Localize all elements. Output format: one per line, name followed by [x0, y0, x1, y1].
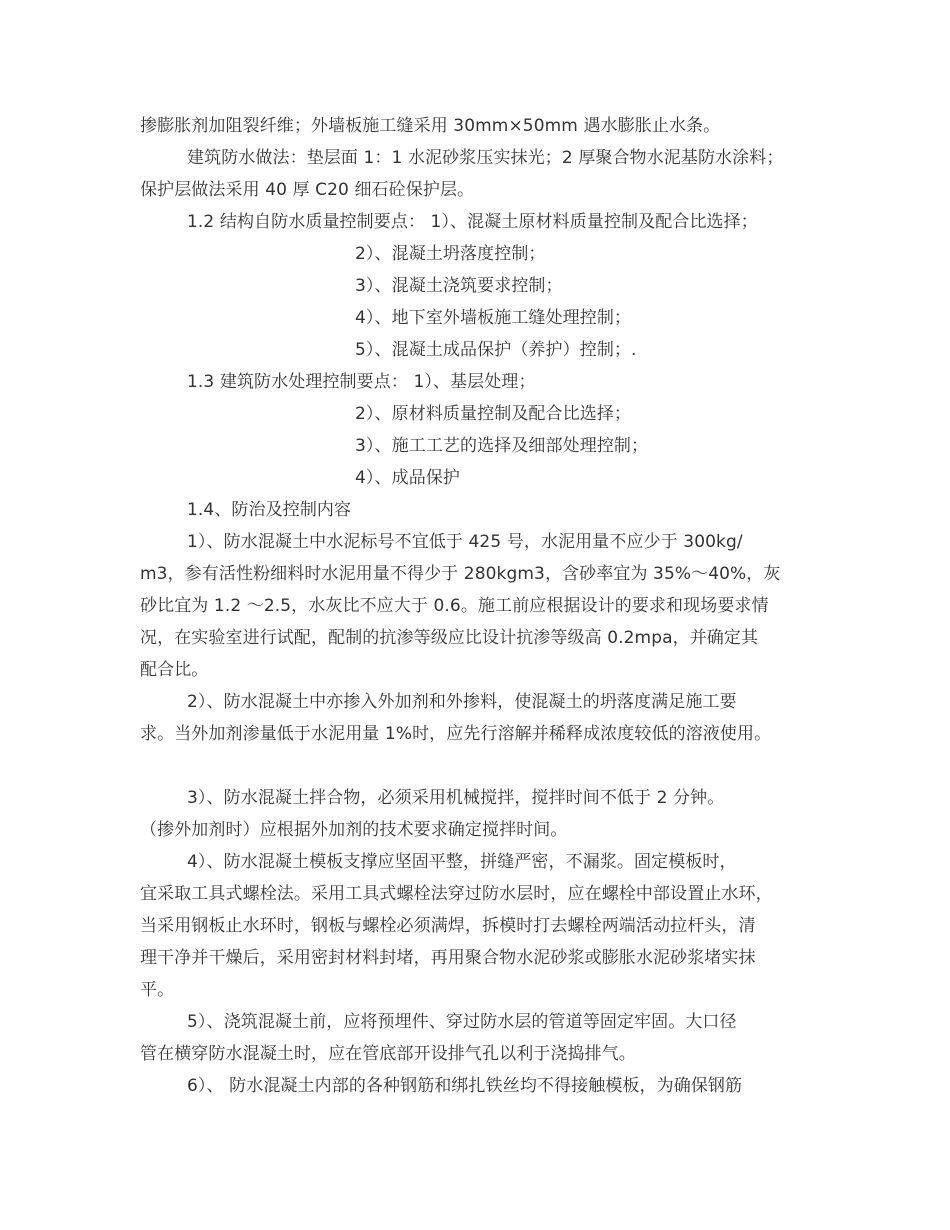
text-line: m3，参有活性粉细料时水泥用量不得少于 280kgm3，含砂率宜为 35%～40%，灰	[140, 564, 781, 584]
text-line: 6）、 防水混凝土内部的各种钢筋和绑扎铁丝均不得接触模板，为确保钢筋	[187, 1076, 743, 1096]
list-item: 5）、混凝土成品保护（养护）控制；.	[355, 340, 637, 360]
list-item: 2）、混凝土坍落度控制；	[355, 244, 546, 264]
text-line: 建筑防水做法：垫层面 1：1 水泥砂浆压实抹光；2 厚聚合物水泥基防水涂料；	[187, 148, 784, 168]
text-line: 平。	[140, 980, 175, 1000]
text-line: 掺膨胀剂加阻裂纤维；外墙板施工缝采用 30mm×50mm 遇水膨胀止水条。	[140, 116, 721, 136]
text-line: （掺外加剂时）应根据外加剂的技术要求确定搅拌时间。	[140, 820, 568, 840]
text-line: 5）、浇筑混凝土前，应将预埋件、穿过防水层的管道等固定牢固。大口径	[187, 1012, 737, 1032]
text-line: 4）、防水混凝土模板支撑应坚固平整，拼缝严密，不漏浆。固定模板时，	[187, 852, 737, 872]
list-item: 4）、地下室外墙板施工缝处理控制；	[355, 308, 632, 328]
text-line: 砂比宜为 1.2 ～2.5，水灰比不应大于 0.6。施工前应根据设计的要求和现场要求情	[140, 596, 769, 616]
list-item: 3）、混凝土浇筑要求控制；	[355, 276, 563, 296]
text-line: 3）、防水混凝土拌合物，必须采用机械搅拌，搅拌时间不低于 2 分钟。	[187, 788, 725, 808]
text-line: 理干净并干燥后，采用密封材料封堵，再用聚合物水泥砂浆或膨胀水泥砂浆堵实抹	[140, 948, 756, 968]
text-line: 1）、防水混凝土中水泥标号不宜低于 425 号，水泥用量不应少于 300kg/	[187, 532, 743, 552]
list-item: 2）、原材料质量控制及配合比选择；	[355, 404, 632, 424]
text-line: 2）、防水混凝土中亦掺入外加剂和外掺料，使混凝土的坍落度满足施工要	[187, 692, 737, 712]
section-heading-1-2: 1.2 结构自防水质量控制要点： 1）、混凝土原材料质量控制及配合比选择；	[187, 212, 758, 232]
text-line: 配合比。	[140, 660, 209, 680]
list-item: 4）、成品保护	[355, 468, 461, 488]
text-line: 保护层做法采用 40 厚 C20 细石砼保护层。	[140, 180, 475, 200]
text-line: 管在横穿防水混凝土时，应在管底部开设排气孔以利于浇捣排气。	[140, 1044, 636, 1064]
section-heading-1-3: 1.3 建筑防水处理控制要点： 1）、基层处理；	[187, 372, 536, 392]
section-heading-1-4: 1.4、防治及控制内容	[187, 500, 352, 520]
list-item: 3）、施工工艺的选择及细部处理控制；	[355, 436, 649, 456]
text-line: 当采用钢板止水环时，钢板与螺栓必须满焊，拆模时打去螺栓两端活动拉杆头，清	[140, 916, 756, 936]
text-line: 求。当外加剂渗量低于水泥用量 1%时，应先行溶解并稀释成浓度较低的溶液使用。	[140, 724, 772, 744]
text-line: 宜采取工具式螺栓法。采用工具式螺栓法穿过防水层时，应在螺栓中部设置止水环，	[140, 884, 773, 904]
text-line: 况，在实验室进行试配，配制的抗渗等级应比设计抗渗等级高 0.2mpa，并确定其	[140, 628, 759, 648]
